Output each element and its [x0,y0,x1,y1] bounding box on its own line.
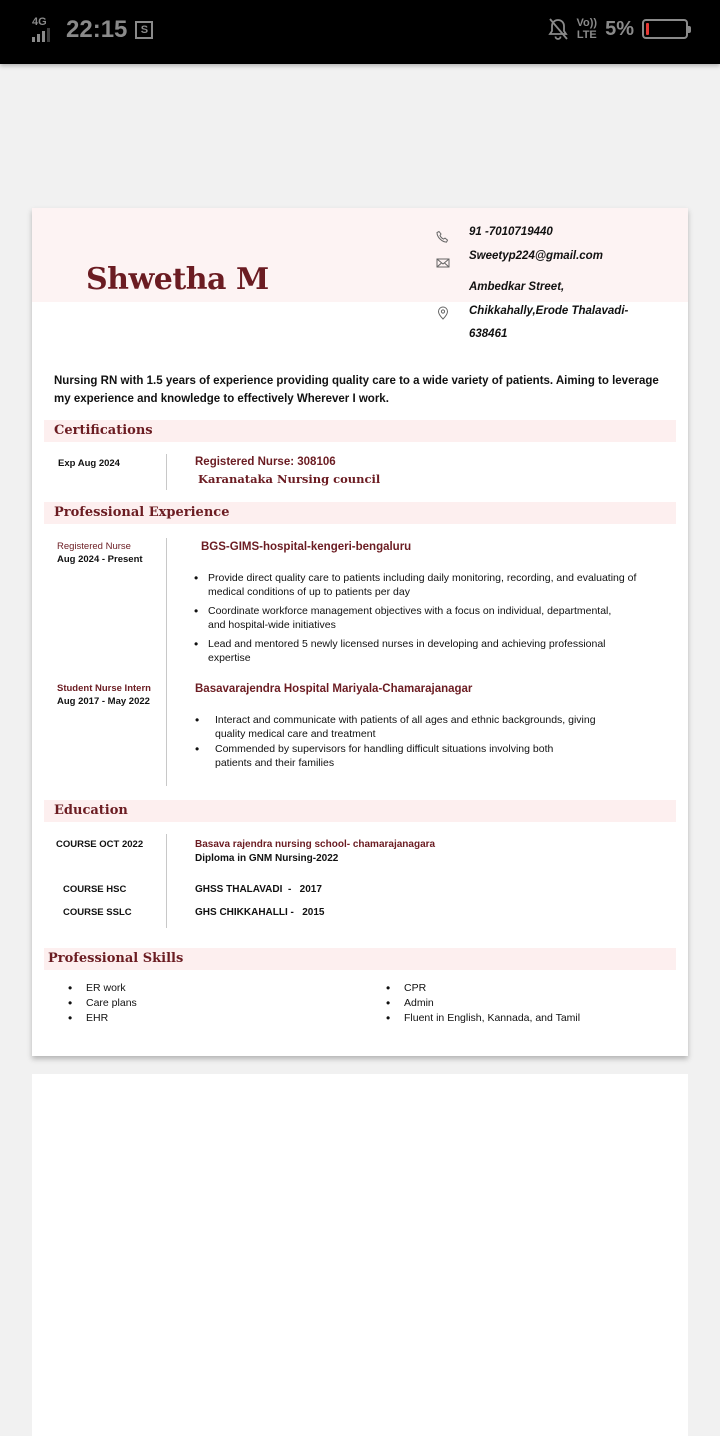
candidate-name: Shwetha M [86,262,269,297]
address-line-3: 638461 [469,328,508,340]
education-school: GHSS THALAVADI - 2017 [195,884,322,895]
job-role: Student Nurse Intern [57,683,151,694]
location-pin-icon [436,306,450,320]
skill-item: • ER work [66,981,137,996]
job-bullet: • Provide direct quality care to patients including daily monitoring, recording, and evaluating of medical conditions of up to patients per day [194,571,664,599]
skills-left [66,981,137,1026]
skill-item: • Care plans [66,996,137,1011]
education-label: COURSE OCT 2022 [56,839,144,850]
phone-number: 91 -7010719440 [469,226,553,238]
certification-name: Registered Nurse: 308106 [195,456,336,468]
divider-line [166,454,167,490]
section-title: Certifications [54,423,153,438]
volte-bottom: LTE [576,29,597,41]
email: Sweetyp224@gmail.com [469,250,603,262]
volte-indicator [577,17,598,41]
section-header-skills [44,948,676,970]
skill-item: • Fluent in English, Kannada, and Tamil [384,1011,580,1026]
section-header-education [44,800,676,822]
job-dates: Aug 2024 - Present [57,554,143,565]
section-title: Professional Experience [54,505,230,520]
certification-issuer: Karanataka Nursing council [198,472,381,486]
divider-line [166,834,167,928]
bell-muted-icon [547,17,569,41]
address-line-1: Ambedkar Street, [469,281,565,293]
resume-page-2 [32,1074,688,1436]
divider-line [166,538,167,786]
job-bullet: • Lead and mentored 5 newly licensed nurses in developing and achieving professional expertise [194,637,664,665]
address-line-2: Chikkahally,Erode Thalavadi- [469,305,629,317]
job-role: Registered Nurse [57,541,131,552]
volte-top: Vo)) [576,17,598,29]
phone-icon [436,230,450,244]
section-header-experience [44,502,676,524]
clock: 22:15 [66,16,128,43]
network-type: 4G [32,16,47,28]
job-bullet: • Interact and communicate with patients of all ages and ethnic backgrounds, giving quality medical care and treatment [195,713,625,741]
job-bullet: • Coordinate workforce management objectives with a focus on individual, departmental, and hospital-wide initiatives [194,604,664,632]
job-employer: Basavarajendra Hospital Mariyala-Chamarajanagar [195,683,473,695]
skill-item: • CPR [384,981,580,996]
job-employer: BGS-GIMS-hospital-kengeri-bengaluru [201,541,412,553]
job-bullets [194,571,664,670]
skill-item: • EHR [66,1011,137,1026]
section-header-certifications [44,420,676,442]
battery-percent: 5% [605,17,634,40]
job-bullets [195,713,625,771]
section-title: Professional Skills [48,951,184,966]
battery-icon [642,19,688,39]
job-bullet: • Commended by supervisors for handling difficult situations involving both patients and their families [195,742,625,770]
certification-date: Exp Aug 2024 [58,458,120,469]
education-label: COURSE HSC [63,884,127,895]
resume-page [32,208,688,1056]
education-school: Basava rajendra nursing school- chamarajanagara [195,839,436,850]
education-school: GHS CHIKKAHALLI - 2015 [195,907,325,918]
signal-icon [32,16,56,44]
job-dates: Aug 2017 - May 2022 [57,696,150,707]
mail-icon [436,256,450,270]
section-title: Education [54,803,128,818]
status-bar [0,0,720,64]
skill-item: • Admin [384,996,580,1011]
professional-summary: Nursing RN with 1.5 years of experience providing quality care to a wide variety of patients. Aiming to leverage my experience and knowledge to effectively Wherever I work. [54,375,659,405]
skills-right [384,981,580,1026]
education-label: COURSE SSLC [63,907,132,918]
education-detail: Diploma in GNM Nursing-2022 [195,853,339,864]
screenshot-icon: S [135,21,153,39]
